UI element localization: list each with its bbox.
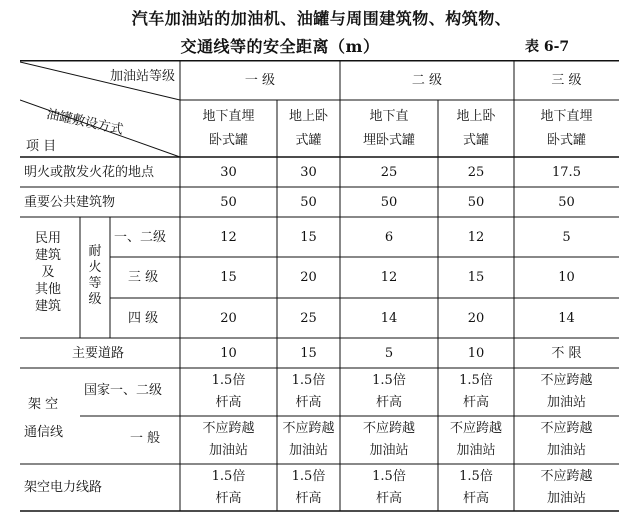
row-comm-general-value: 加油站 bbox=[369, 443, 409, 458]
row-road-value: 15 bbox=[300, 346, 317, 361]
row-civil-3-value: 12 bbox=[380, 270, 398, 285]
row-power-value: 杆高 bbox=[375, 491, 402, 506]
row-comm-national-value: 1.5倍 bbox=[211, 373, 246, 388]
row-power-value: 杆高 bbox=[462, 491, 489, 506]
row-fire-label: 明火或散发火花的地点 bbox=[24, 165, 155, 180]
row-comm-general-value: 加油站 bbox=[456, 443, 496, 458]
row-comm-national-value: 1.5倍 bbox=[291, 373, 326, 388]
row-comm-national-value: 杆高 bbox=[375, 395, 402, 410]
row-comm-general-value: 不应跨越 bbox=[449, 421, 502, 436]
row-fire-value: 25 bbox=[380, 165, 398, 180]
grade-2-header: 二 级 bbox=[411, 73, 443, 88]
row-civil-3-label: 三 级 bbox=[128, 270, 159, 285]
method-2-line2: 式罐 bbox=[295, 133, 322, 148]
row-comm-general-value: 不应跨越 bbox=[362, 421, 415, 436]
row-power-label: 架空电力线路 bbox=[24, 480, 103, 495]
row-fire-value: 30 bbox=[220, 165, 237, 180]
row-comm-general-value: 加油站 bbox=[208, 443, 248, 458]
comm-group-line2: 通信线 bbox=[24, 425, 64, 440]
row-civil-4-value: 20 bbox=[467, 311, 485, 326]
row-power-value: 1.5倍 bbox=[459, 469, 493, 484]
method-2-line1: 地上卧 bbox=[288, 109, 328, 124]
row-power-value: 加油站 bbox=[546, 491, 586, 506]
header-item-label: 项 目 bbox=[26, 139, 57, 154]
civil-building-group-label: 民用 建筑 及 其他 建筑 bbox=[34, 231, 61, 314]
method-5-line2: 卧式罐 bbox=[546, 133, 586, 148]
safety-distance-table bbox=[20, 60, 619, 512]
row-comm-general-value: 加油站 bbox=[288, 443, 328, 458]
grade-3-header: 三 级 bbox=[551, 73, 582, 88]
row-fire-value: 30 bbox=[300, 165, 317, 180]
row-power-value: 1.5倍 bbox=[291, 469, 326, 484]
row-civil-1-value: 6 bbox=[384, 230, 394, 245]
row-civil-3-value: 20 bbox=[300, 270, 317, 285]
row-fire-value: 17.5 bbox=[552, 165, 581, 180]
row-comm-national-value: 1.5倍 bbox=[459, 373, 493, 388]
row-public-value: 50 bbox=[300, 195, 317, 210]
row-civil-1-label: 一、二级 bbox=[114, 230, 167, 245]
method-5-line1: 地下直埋 bbox=[540, 109, 593, 124]
method-4-line1: 地上卧 bbox=[456, 109, 496, 124]
row-civil-1-value: 12 bbox=[467, 230, 485, 245]
row-civil-4-label: 四 级 bbox=[128, 311, 159, 326]
row-comm-national-value: 杆高 bbox=[295, 395, 322, 410]
row-road-value: 10 bbox=[467, 346, 485, 361]
fire-rating-label: 耐 火 等 级 bbox=[88, 244, 102, 307]
row-civil-3-value: 15 bbox=[467, 270, 485, 285]
method-1-line2: 卧式罐 bbox=[208, 133, 248, 148]
row-power-value: 不应跨越 bbox=[540, 469, 593, 484]
comm-group-line1: 架 空 bbox=[28, 397, 59, 412]
row-civil-4-value: 14 bbox=[558, 311, 575, 326]
method-4-line2: 式罐 bbox=[462, 133, 489, 148]
row-fire-value: 25 bbox=[467, 165, 485, 180]
row-civil-3-value: 10 bbox=[558, 270, 575, 285]
header-grade-label: 加油站等级 bbox=[110, 69, 176, 84]
method-3-line1: 地下直 bbox=[369, 109, 409, 124]
row-comm-general-label: 一 般 bbox=[130, 431, 161, 446]
row-power-value: 1.5倍 bbox=[211, 469, 246, 484]
row-public-value: 50 bbox=[220, 195, 237, 210]
row-public-value: 50 bbox=[467, 195, 485, 210]
method-3-line2: 埋卧式罐 bbox=[362, 133, 415, 148]
row-comm-national-value: 杆高 bbox=[215, 395, 242, 410]
row-comm-general-value: 加油站 bbox=[546, 443, 586, 458]
row-power-value: 杆高 bbox=[295, 491, 322, 506]
method-1-line1: 地下直埋 bbox=[202, 109, 255, 124]
row-comm-national-label: 国家一、二级 bbox=[84, 383, 163, 398]
row-civil-1-value: 15 bbox=[300, 230, 317, 245]
row-comm-national-value: 加油站 bbox=[546, 395, 586, 410]
grade-1-header: 一 级 bbox=[244, 73, 276, 88]
table-title-line1: 汽车加油站的加油机、油罐与周围建筑物、构筑物、 bbox=[131, 9, 512, 28]
header-method-label: 油罐敷设方式 bbox=[45, 107, 125, 138]
row-comm-national-value: 不应跨越 bbox=[540, 373, 593, 388]
row-road-value: 不 限 bbox=[551, 346, 582, 361]
row-civil-4-value: 25 bbox=[300, 311, 317, 326]
row-road-label: 主要道路 bbox=[72, 346, 125, 361]
table-number: 表 6-7 bbox=[525, 39, 570, 55]
row-civil-1-value: 12 bbox=[220, 230, 237, 245]
row-civil-1-value: 5 bbox=[562, 230, 571, 245]
row-public-label: 重要公共建筑物 bbox=[24, 195, 116, 210]
row-civil-3-value: 15 bbox=[220, 270, 237, 285]
row-public-value: 50 bbox=[558, 195, 575, 210]
row-comm-general-value: 不应跨越 bbox=[202, 421, 255, 436]
row-power-value: 1.5倍 bbox=[372, 469, 406, 484]
row-comm-national-value: 杆高 bbox=[462, 395, 489, 410]
row-comm-national-value: 1.5倍 bbox=[372, 373, 406, 388]
row-road-value: 5 bbox=[384, 346, 394, 361]
row-comm-general-value: 不应跨越 bbox=[540, 421, 593, 436]
table-title-line2: 交通线等的安全距离（m） bbox=[180, 37, 380, 56]
row-power-value: 杆高 bbox=[215, 491, 242, 506]
row-public-value: 50 bbox=[380, 195, 398, 210]
row-road-value: 10 bbox=[220, 346, 237, 361]
row-comm-general-value: 不应跨越 bbox=[282, 421, 335, 436]
row-civil-4-value: 20 bbox=[220, 311, 237, 326]
row-civil-4-value: 14 bbox=[380, 311, 398, 326]
